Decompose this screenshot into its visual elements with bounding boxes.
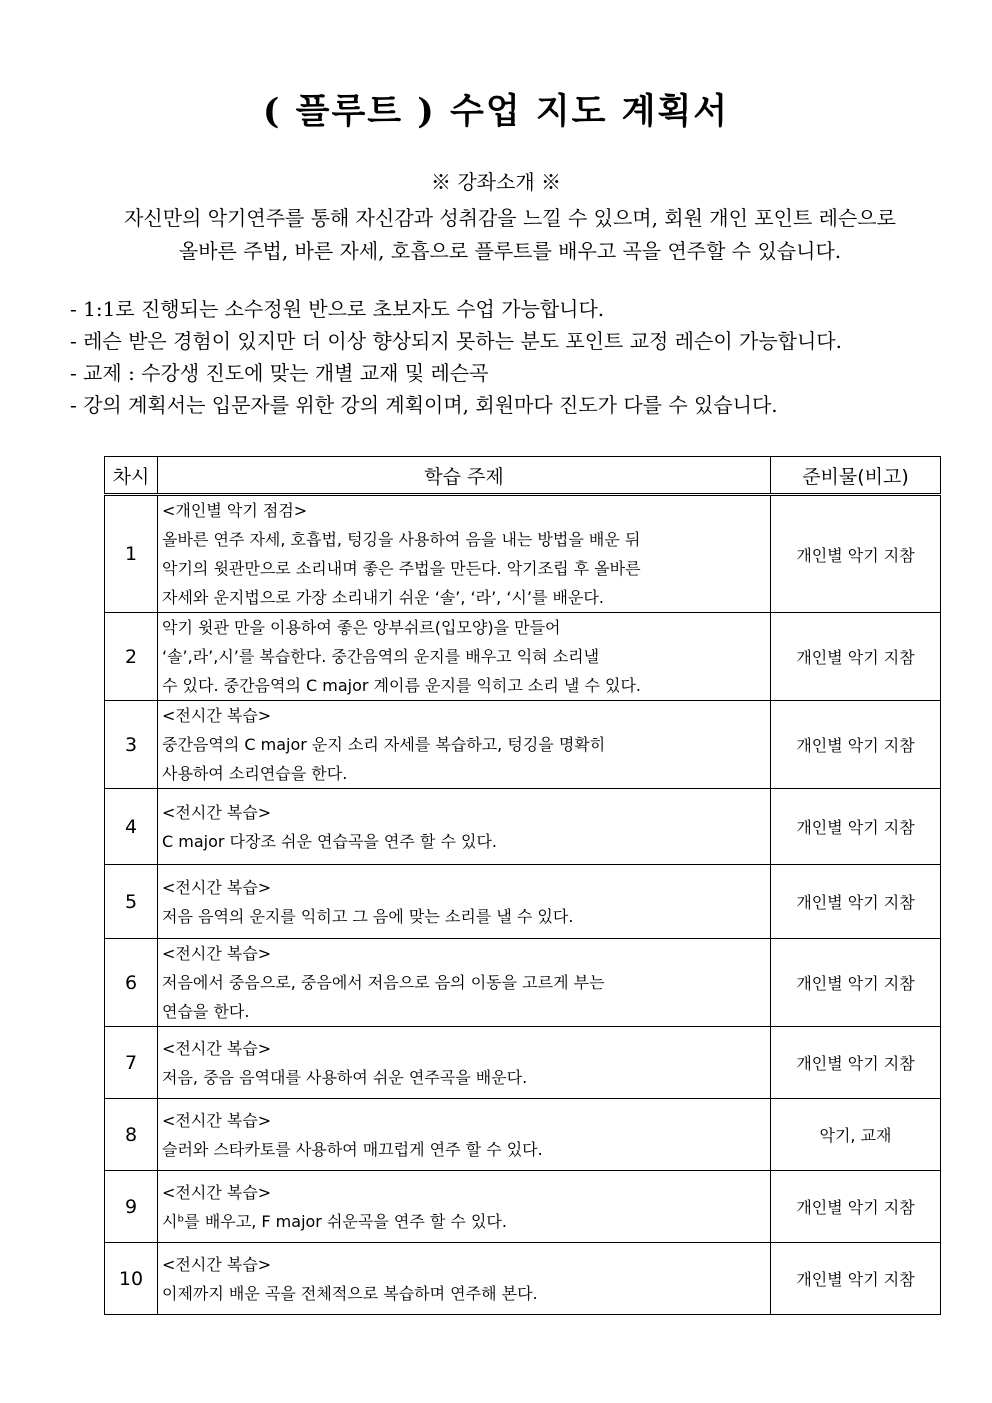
materials-cell: 개인별 악기 지참 [771, 865, 941, 939]
session-number: 1 [105, 495, 158, 613]
session-number: 9 [105, 1171, 158, 1243]
session-number: 10 [105, 1243, 158, 1315]
topic-line: <전시간 복습> [162, 1038, 272, 1058]
table-row [105, 495, 941, 613]
materials-cell: 개인별 악기 지참 [771, 1171, 941, 1243]
topic-cell [158, 613, 771, 701]
header-materials: 준비물(비고) [771, 457, 941, 495]
session-number: 8 [105, 1099, 158, 1171]
topic-line: 올바른 연주 자세, 호흡법, 텅깅을 사용하여 음을 내는 방법을 배운 뒤 [162, 530, 641, 549]
table-row [105, 865, 941, 939]
table-row [105, 789, 941, 865]
topic-cell [158, 939, 771, 1027]
course-intro-line: 자신만의 악기연주를 통해 자신감과 성취감을 느낄 수 있으며, 회원 개인 포인트 레슨으로 [124, 206, 896, 230]
topic-line: C major 다장조 쉬운 연습곡을 연주 할 수 있다. [162, 831, 497, 851]
session-number: 4 [105, 789, 158, 865]
topic-line: 악기 윗관 만을 이용하여 좋은 앙부쉬르(입모양)을 만들어 [162, 618, 561, 637]
note-item: - 1:1로 진행되는 소수정원 반으로 초보자도 수업 가능합니다. [70, 297, 605, 321]
course-intro-heading: ※ 강좌소개 ※ [431, 170, 561, 194]
topic-cell [158, 495, 771, 613]
table-row [105, 1027, 941, 1099]
lesson-plan-table [104, 456, 941, 1315]
topic-cell [158, 865, 771, 939]
topic-line: <전시간 복습> [162, 1110, 272, 1130]
session-number: 5 [105, 865, 158, 939]
materials-cell: 개인별 악기 지참 [771, 613, 941, 701]
note-item: - 교제 : 수강생 진도에 맞는 개별 교재 및 레슨곡 [70, 361, 489, 385]
topic-cell [158, 701, 771, 789]
topic-line: 악기의 윗관만으로 소리내며 좋은 주법을 만든다. 악기조립 후 올바른 [162, 559, 641, 578]
session-number: 6 [105, 939, 158, 1027]
topic-line: 연습을 한다. [162, 1002, 250, 1021]
table-header-row [105, 457, 941, 495]
topic-cell [158, 789, 771, 865]
document-title: ( 플루트 ) 수업 지도 계획서 [262, 91, 730, 132]
topic-line: 슬러와 스타카토를 사용하여 매끄럽게 연주 할 수 있다. [162, 1139, 543, 1159]
table-row [105, 1243, 941, 1315]
session-number: 2 [105, 613, 158, 701]
note-item: - 레슨 받은 경험이 있지만 더 이상 향상되지 못하는 분도 포인트 교정 레슨이 가능합니다. [70, 329, 842, 353]
topic-line: <전시간 복습> [162, 1182, 272, 1202]
session-number: 3 [105, 701, 158, 789]
topic-line: 자세와 운지법으로 가장 소리내기 쉬운 ‘솔’, ‘라’, ‘시’를 배운다. [162, 588, 604, 607]
header-topic: 학습 주제 [158, 457, 771, 495]
topic-line: 저음에서 중음으로, 중음에서 저음으로 음의 이동을 고르게 부는 [162, 973, 605, 992]
topic-line: <전시간 복습> [162, 802, 272, 822]
materials-cell: 개인별 악기 지참 [771, 789, 941, 865]
table-row [105, 701, 941, 789]
topic-line: <전시간 복습> [162, 877, 272, 897]
course-intro-text [60, 202, 960, 268]
course-intro-line: 올바른 주법, 바른 자세, 호흡으로 플루트를 배우고 곡을 연주할 수 있습니다. [178, 239, 842, 263]
materials-cell: 개인별 악기 지참 [771, 701, 941, 789]
topic-line: 중간음역의 C major 운지 소리 자세를 복습하고, 텅깅을 명확히 [162, 735, 606, 754]
header-session: 차시 [105, 457, 158, 495]
topic-line: 이제까지 배운 곡을 전체적으로 복습하며 연주해 본다. [162, 1283, 538, 1303]
topic-line: ‘솔’,라’,시’를 복습한다. 중간음역의 운지를 배우고 익혀 소리낼 [162, 647, 600, 666]
materials-cell: 개인별 악기 지참 [771, 495, 941, 613]
topic-line: <개인별 악기 점검> [162, 501, 308, 520]
table-row [105, 939, 941, 1027]
topic-line: 수 있다. 중간음역의 C major 계이름 운지를 익히고 소리 낼 수 있다. [162, 676, 641, 695]
table-row [105, 1099, 941, 1171]
topic-cell [158, 1243, 771, 1315]
notes-list [70, 293, 960, 421]
topic-cell [158, 1171, 771, 1243]
topic-cell [158, 1099, 771, 1171]
table-body [105, 495, 941, 1315]
topic-cell [158, 1027, 771, 1099]
materials-cell: 개인별 악기 지참 [771, 1027, 941, 1099]
table-row [105, 1171, 941, 1243]
topic-line: 저음, 중음 음역대를 사용하여 쉬운 연주곡을 배운다. [162, 1067, 528, 1087]
topic-line: 저음 음역의 운지를 익히고 그 음에 맞는 소리를 낼 수 있다. [162, 906, 574, 926]
topic-line: <전시간 복습> [162, 944, 272, 963]
topic-line: <전시간 복습> [162, 706, 272, 725]
materials-cell: 악기, 교재 [771, 1099, 941, 1171]
topic-line: 시ᵇ를 배우고, F major 쉬운곡을 연주 할 수 있다. [162, 1211, 507, 1231]
topic-line: 사용하여 소리연습을 한다. [162, 764, 348, 783]
materials-cell: 개인별 악기 지참 [771, 1243, 941, 1315]
session-number: 7 [105, 1027, 158, 1099]
table-row [105, 613, 941, 701]
topic-line: <전시간 복습> [162, 1254, 272, 1274]
materials-cell: 개인별 악기 지참 [771, 939, 941, 1027]
note-item: - 강의 계획서는 입문자를 위한 강의 계획이며, 회원마다 진도가 다를 수 있습니다. [70, 393, 778, 417]
